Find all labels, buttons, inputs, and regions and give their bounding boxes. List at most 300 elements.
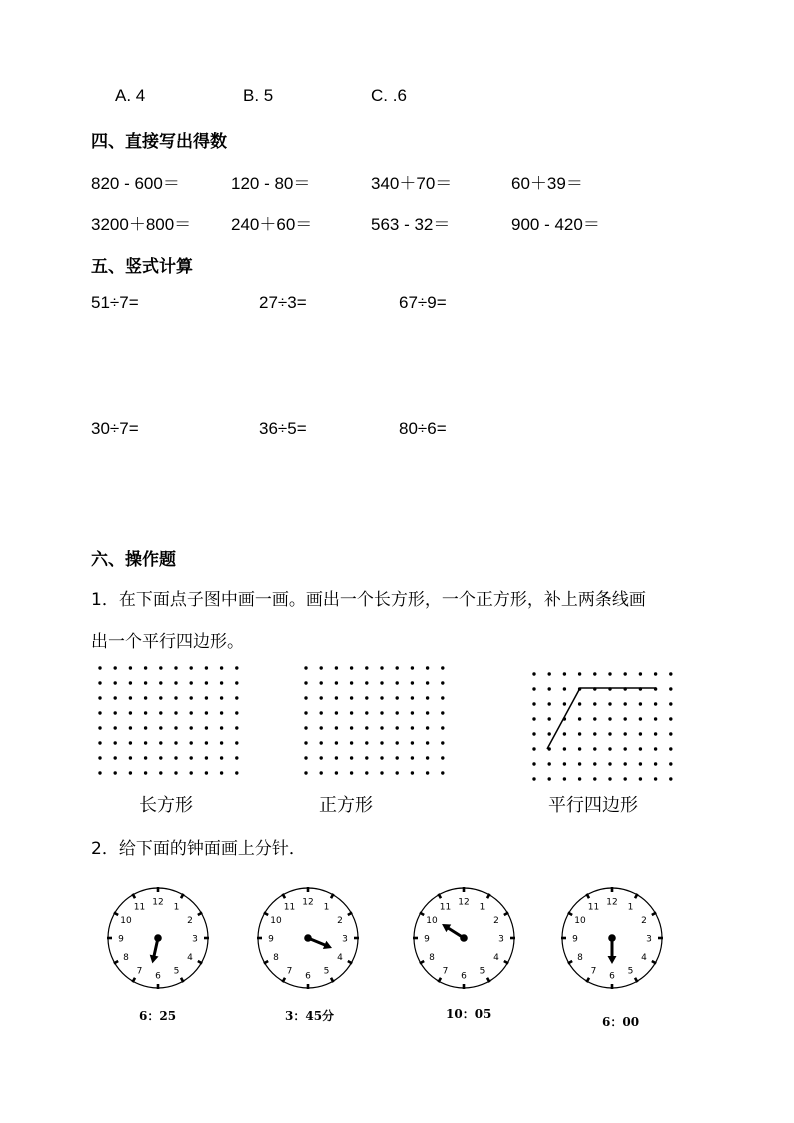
grid-dot <box>190 771 193 774</box>
option-b: B. 5 <box>243 86 274 105</box>
division-item: 80÷6= <box>399 419 447 438</box>
grid-dot <box>548 762 551 765</box>
grid-dot <box>411 681 414 684</box>
grid-dot <box>608 732 611 735</box>
grid-dot <box>624 702 627 705</box>
grid-dot <box>304 681 307 684</box>
grid-dot <box>205 756 208 759</box>
grid-dot <box>548 702 551 705</box>
calc-item: 563 - 32＝ <box>371 215 451 234</box>
grid-dot <box>335 771 338 774</box>
clock-number: 9 <box>572 934 578 945</box>
clock-number: 4 <box>641 953 647 963</box>
grid-dot <box>235 681 238 684</box>
grid-dot <box>304 666 307 669</box>
dot-grid-rectangle[interactable] <box>90 660 250 780</box>
grid-dot <box>129 711 132 714</box>
grid-dot <box>174 711 177 714</box>
grid-dot <box>114 696 117 699</box>
clock-time-label: 6：25 <box>139 1009 177 1023</box>
grid-dot <box>320 696 323 699</box>
grid-dot <box>114 726 117 729</box>
grid-dot <box>159 756 162 759</box>
clock-number: 5 <box>479 966 486 977</box>
grid-dot <box>608 687 611 690</box>
grid-dot <box>532 777 535 780</box>
grid-dot <box>563 762 566 765</box>
grid-dot <box>532 687 535 690</box>
grid-dot <box>335 711 338 714</box>
clock-number: 12 <box>606 897 618 908</box>
grid-dot <box>235 711 238 714</box>
section4-title: 四、直接写出得数 <box>91 132 227 152</box>
clock-number: 9 <box>118 934 124 945</box>
grid-dot <box>190 711 193 714</box>
grid-label-parallelogram: 平行四边形 <box>548 795 638 816</box>
grid-dot <box>548 672 551 675</box>
grid-dot <box>129 666 132 669</box>
clock-number: 6 <box>155 971 161 982</box>
clock-number: 1 <box>323 902 330 913</box>
grid-dot <box>190 741 193 744</box>
grid-dot <box>304 711 307 714</box>
grid-dot <box>380 681 383 684</box>
grid-dot <box>608 762 611 765</box>
grid-dot <box>98 756 101 759</box>
clock-number: 1 <box>173 902 180 913</box>
grid-dot <box>654 687 657 690</box>
clock-number: 9 <box>268 934 274 945</box>
section6-title: 六、操作题 <box>91 550 176 570</box>
grid-dot <box>365 756 368 759</box>
grid-dot <box>593 717 596 720</box>
grid-dot <box>578 717 581 720</box>
grid-dot <box>114 711 117 714</box>
grid-dot <box>380 666 383 669</box>
grid-dot <box>174 771 177 774</box>
grid-dot <box>380 756 383 759</box>
grid-dot <box>411 696 414 699</box>
grid-dot <box>624 777 627 780</box>
clock-number: 6 <box>305 971 311 982</box>
grid-dot <box>320 756 323 759</box>
grid-dot <box>548 717 551 720</box>
grid-dot <box>205 771 208 774</box>
grid-dot <box>624 747 627 750</box>
grid-dot <box>144 681 147 684</box>
grid-dot <box>441 666 444 669</box>
grid-dot <box>380 741 383 744</box>
grid-dot <box>548 732 551 735</box>
grid-dot <box>624 732 627 735</box>
clock-face[interactable] <box>410 884 518 992</box>
grid-dot <box>159 666 162 669</box>
grid-dot <box>320 681 323 684</box>
grid-dot <box>129 726 132 729</box>
grid-dot <box>335 696 338 699</box>
clock-center <box>154 934 162 942</box>
division-item: 27÷3= <box>259 293 307 312</box>
grid-dot <box>365 741 368 744</box>
grid-dot <box>220 711 223 714</box>
clock-number: 8 <box>429 953 435 963</box>
grid-dot <box>654 672 657 675</box>
grid-dot <box>669 702 672 705</box>
clock-number: 5 <box>627 966 634 977</box>
grid-dot <box>593 732 596 735</box>
grid-label-rectangle: 长方形 <box>139 795 193 816</box>
grid-dot <box>365 726 368 729</box>
grid-dot <box>578 762 581 765</box>
grid-dot <box>654 732 657 735</box>
calc-item: 340＋70＝ <box>371 174 453 193</box>
grid-dot <box>654 762 657 765</box>
grid-dot <box>624 762 627 765</box>
grid-dot <box>235 771 238 774</box>
section5-title: 五、竖式计算 <box>91 257 193 277</box>
grid-dot <box>669 672 672 675</box>
grid-dot <box>578 672 581 675</box>
grid-dot <box>578 747 581 750</box>
grid-dot <box>608 717 611 720</box>
grid-dot <box>114 681 117 684</box>
grid-dot <box>441 756 444 759</box>
clock-number: 10 <box>270 916 282 926</box>
grid-dot <box>426 681 429 684</box>
grid-dot <box>205 666 208 669</box>
grid-dot <box>669 747 672 750</box>
clock-center <box>304 934 312 942</box>
grid-dot <box>639 702 642 705</box>
clock-number: 3 <box>498 934 504 945</box>
grid-dot <box>98 771 101 774</box>
grid-dot <box>441 681 444 684</box>
grid-dot <box>654 747 657 750</box>
grid-dot <box>624 687 627 690</box>
grid-dot <box>335 666 338 669</box>
grid-dot <box>608 747 611 750</box>
grid-dot <box>350 741 353 744</box>
division-item: 36÷5= <box>259 419 307 438</box>
grid-dot <box>532 672 535 675</box>
grid-dot <box>441 771 444 774</box>
grid-dot <box>624 672 627 675</box>
question-1-line2: 出一个平行四边形。 <box>91 632 244 652</box>
clock-face[interactable] <box>254 884 362 992</box>
grid-dot <box>174 741 177 744</box>
grid-dot <box>608 672 611 675</box>
grid-dot <box>129 681 132 684</box>
grid-dot <box>98 726 101 729</box>
grid-dot <box>396 666 399 669</box>
clock-number: 11 <box>283 902 296 913</box>
grid-dot <box>396 726 399 729</box>
grid-dot <box>593 747 596 750</box>
grid-dot <box>578 732 581 735</box>
clock-number: 1 <box>627 902 634 913</box>
grid-dot <box>235 741 238 744</box>
grid-dot <box>365 696 368 699</box>
clock-number: 4 <box>493 953 499 963</box>
grid-dot <box>548 747 551 750</box>
grid-dot <box>396 711 399 714</box>
grid-dot <box>593 777 596 780</box>
grid-dot <box>639 747 642 750</box>
clock-number: 4 <box>187 953 193 963</box>
clock-time-label: 10：05 <box>446 1007 492 1021</box>
grid-dot <box>350 771 353 774</box>
grid-label-square: 正方形 <box>319 795 373 816</box>
grid-dot <box>98 666 101 669</box>
clock-number: 2 <box>641 916 647 926</box>
grid-dot <box>563 672 566 675</box>
grid-dot <box>639 777 642 780</box>
clock-number: 6 <box>461 971 467 982</box>
grid-dot <box>563 777 566 780</box>
clock-center <box>460 934 468 942</box>
clock-number: 10 <box>426 916 438 926</box>
grid-dot <box>335 681 338 684</box>
grid-dot <box>669 717 672 720</box>
grid-dot <box>380 726 383 729</box>
grid-dot <box>639 717 642 720</box>
grid-dot <box>441 741 444 744</box>
grid-dot <box>220 681 223 684</box>
grid-dot <box>608 777 611 780</box>
grid-dot <box>98 681 101 684</box>
dot-grid-square[interactable] <box>296 660 456 780</box>
grid-dot <box>159 681 162 684</box>
grid-dot <box>426 741 429 744</box>
grid-dot <box>350 756 353 759</box>
clock-number: 2 <box>337 916 343 926</box>
grid-dot <box>304 726 307 729</box>
grid-dot <box>639 762 642 765</box>
clock-number: 1 <box>479 902 486 913</box>
clock-number: 5 <box>173 966 180 977</box>
grid-dot <box>396 771 399 774</box>
grid-dot <box>380 696 383 699</box>
calc-item: 820 - 600＝ <box>91 174 180 193</box>
clock-number: 4 <box>337 953 343 963</box>
grid-dot <box>365 666 368 669</box>
grid-dot <box>426 666 429 669</box>
grid-dot <box>144 711 147 714</box>
clock-number: 9 <box>424 934 430 945</box>
clock-number: 6 <box>609 971 615 982</box>
grid-dot <box>205 696 208 699</box>
grid-dot <box>159 696 162 699</box>
grid-dot <box>411 741 414 744</box>
grid-dot <box>335 726 338 729</box>
grid-dot <box>532 717 535 720</box>
grid-dot <box>608 702 611 705</box>
grid-dot <box>563 717 566 720</box>
grid-dot <box>578 687 581 690</box>
grid-dot <box>380 711 383 714</box>
grid-dot <box>593 687 596 690</box>
clock-number: 8 <box>273 953 279 963</box>
clock-number: 7 <box>590 966 597 977</box>
clock-number: 5 <box>323 966 330 977</box>
clock-number: 8 <box>123 953 129 963</box>
grid-dot <box>320 771 323 774</box>
grid-dot <box>639 732 642 735</box>
grid-dot <box>532 747 535 750</box>
grid-dot <box>174 681 177 684</box>
grid-dot <box>593 702 596 705</box>
grid-dot <box>114 741 117 744</box>
grid-dot <box>320 666 323 669</box>
grid-dot <box>129 771 132 774</box>
grid-dot <box>144 726 147 729</box>
grid-dot <box>365 711 368 714</box>
clock-time-label: 3：45分 <box>285 1009 335 1023</box>
grid-dot <box>144 756 147 759</box>
grid-dot <box>220 741 223 744</box>
grid-dot <box>578 777 581 780</box>
grid-dot <box>350 666 353 669</box>
grid-dot <box>235 756 238 759</box>
grid-dot <box>654 717 657 720</box>
grid-dot <box>350 711 353 714</box>
grid-dot <box>235 696 238 699</box>
grid-dot <box>320 711 323 714</box>
grid-dot <box>114 771 117 774</box>
clock-number: 11 <box>587 902 600 913</box>
grid-dot <box>220 696 223 699</box>
grid-dot <box>190 666 193 669</box>
grid-dot <box>593 672 596 675</box>
grid-dot <box>396 681 399 684</box>
grid-dot <box>144 741 147 744</box>
grid-dot <box>235 726 238 729</box>
grid-dot <box>190 756 193 759</box>
grid-dot <box>380 771 383 774</box>
grid-dot <box>304 771 307 774</box>
clock-face[interactable] <box>558 884 666 992</box>
grid-dot <box>144 666 147 669</box>
division-item: 51÷7= <box>91 293 139 312</box>
grid-dot <box>411 711 414 714</box>
calc-item: 900 - 420＝ <box>511 215 600 234</box>
grid-dot <box>304 696 307 699</box>
option-a: A. 4 <box>115 86 146 105</box>
dot-grid-parallelogram[interactable] <box>524 666 684 786</box>
option-c: C. .6 <box>371 86 407 105</box>
question-1-line1: 1．在下面点子图中画一画。画出一个长方形，一个正方形，补上两条线画 <box>91 590 646 610</box>
grid-dot <box>563 687 566 690</box>
clock-number: 2 <box>187 916 193 926</box>
grid-dot <box>441 711 444 714</box>
grid-dot <box>320 726 323 729</box>
grid-dot <box>441 726 444 729</box>
clock-number: 11 <box>133 902 146 913</box>
clock-number: 11 <box>439 902 452 913</box>
calc-item: 60＋39＝ <box>511 174 583 193</box>
grid-dot <box>205 711 208 714</box>
grid-dot <box>350 726 353 729</box>
clock-time-label: 6：00 <box>602 1015 640 1029</box>
grid-dot <box>532 762 535 765</box>
grid-dot <box>365 681 368 684</box>
grid-dot <box>426 771 429 774</box>
grid-dot <box>563 702 566 705</box>
grid-dot <box>365 771 368 774</box>
grid-dot <box>220 666 223 669</box>
grid-dot <box>624 717 627 720</box>
clock-number: 3 <box>646 934 652 945</box>
grid-dot <box>593 762 596 765</box>
clock-number: 7 <box>286 966 293 977</box>
grid-dot <box>411 771 414 774</box>
grid-dot <box>396 696 399 699</box>
grid-dot <box>144 696 147 699</box>
grid-dot <box>220 756 223 759</box>
grid-dot <box>532 702 535 705</box>
grid-dot <box>335 756 338 759</box>
grid-dot <box>205 726 208 729</box>
grid-dot <box>98 741 101 744</box>
grid-dot <box>335 741 338 744</box>
clock-number: 10 <box>574 916 586 926</box>
clock-number: 3 <box>342 934 348 945</box>
grid-dot <box>639 672 642 675</box>
grid-dot <box>669 687 672 690</box>
grid-dot <box>411 756 414 759</box>
grid-dot <box>220 771 223 774</box>
grid-dot <box>548 687 551 690</box>
calc-item: 3200＋800＝ <box>91 215 192 234</box>
division-item: 67÷9= <box>399 293 447 312</box>
grid-dot <box>98 711 101 714</box>
grid-dot <box>174 696 177 699</box>
grid-dot <box>304 756 307 759</box>
grid-dot <box>548 777 551 780</box>
grid-dot <box>159 726 162 729</box>
grid-dot <box>654 702 657 705</box>
grid-dot <box>220 726 223 729</box>
grid-dot <box>174 726 177 729</box>
clock-face[interactable] <box>104 884 212 992</box>
grid-dot <box>350 681 353 684</box>
grid-dot <box>563 732 566 735</box>
clock-number: 3 <box>192 934 198 945</box>
grid-dot <box>426 711 429 714</box>
question-2: 2．给下面的钟面画上分针． <box>91 839 306 859</box>
clock-number: 8 <box>577 953 583 963</box>
grid-dot <box>144 771 147 774</box>
clock-number: 12 <box>458 897 470 908</box>
grid-dot <box>235 666 238 669</box>
grid-dot <box>396 741 399 744</box>
grid-dot <box>396 756 399 759</box>
grid-dot <box>114 666 117 669</box>
grid-dot <box>426 726 429 729</box>
grid-dot <box>129 696 132 699</box>
grid-dot <box>114 756 117 759</box>
grid-dot <box>669 732 672 735</box>
clock-number: 10 <box>120 916 132 926</box>
grid-dot <box>174 756 177 759</box>
grid-dot <box>159 741 162 744</box>
grid-dot <box>350 696 353 699</box>
calc-item: 240＋60＝ <box>231 215 313 234</box>
grid-dot <box>174 666 177 669</box>
grid-dot <box>441 696 444 699</box>
grid-dot <box>129 756 132 759</box>
grid-dot <box>411 726 414 729</box>
